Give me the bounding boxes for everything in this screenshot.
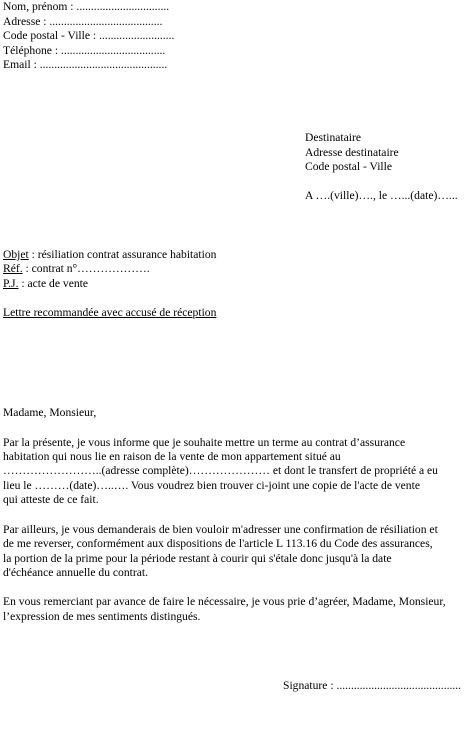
paragraph-1-line: Par la présente, je vous informe que je souhaite mettre un terme au contrat d’assurance <box>3 436 406 449</box>
pj-text: : acte de vente <box>18 277 89 290</box>
recipient-address: Adresse destinataire <box>305 146 399 159</box>
ref-text: : contrat n°………………. <box>22 262 150 275</box>
objet-text: : résiliation contrat assurance habitation <box>28 248 217 261</box>
paragraph-1-line: qui atteste de ce fait. <box>3 493 99 506</box>
paragraph-3-line: En vous remerciant par avance de faire le nécessaire, je vous prie d’agréer, Madame, Monsieur, <box>3 595 446 608</box>
recipient-postal: Code postal - Ville <box>305 160 392 173</box>
objet-label: Objet <box>3 248 29 261</box>
paragraph-1-line: lieu le ………(date)…..…. Vous voudrez bien trouver ci-joint une copie de l'acte de vente <box>3 479 420 492</box>
sender-name-line: Nom, prénom : ................................ <box>3 0 170 13</box>
place-date: A ….(ville)…., le …...(date)…... <box>305 189 458 202</box>
attachment-line <box>3 277 88 291</box>
paragraph-2-line: de me reverser, conformément aux dispositions de l'article L 113.16 du Code des assurances, <box>3 537 433 550</box>
registered-mail-line: Lettre recommandée avec accusé de réception <box>3 306 217 319</box>
sender-email-line: Email : ............................................ <box>3 58 168 71</box>
paragraph-3-line: l’expression de mes sentiments distingués. <box>3 610 201 623</box>
reference-line <box>3 262 150 276</box>
signature-line: Signature : ........................................... <box>283 679 462 692</box>
salutation: Madame, Monsieur, <box>3 406 97 419</box>
recipient-name: Destinataire <box>305 131 362 144</box>
paragraph-2-line: d'échéance annuelle du contrat. <box>3 566 149 579</box>
sender-phone-line: Téléphone : .................................... <box>3 44 166 57</box>
sender-postal-line: Code postal - Ville : .......................... <box>3 29 175 42</box>
objet-line <box>3 248 216 262</box>
paragraph-1-line: ……………………..(adresse complète)………………… et dont le transfert de propriété a eu <box>3 464 438 477</box>
paragraph-2-line: Par ailleurs, je vous demanderais de bien vouloir m'adresser une confirmation de résiliation et <box>3 523 438 536</box>
sender-address-line: Adresse : ....................................... <box>3 15 163 28</box>
paragraph-2-line: la portion de la prime pour la période restant à courir qui s'étale donc jusqu'à la date <box>3 552 392 565</box>
pj-label: P.J. <box>3 277 19 290</box>
paragraph-1-line: habitation qui nous lie en raison de la vente de mon appartement situé au <box>3 450 341 463</box>
ref-label: Réf. <box>3 262 23 275</box>
